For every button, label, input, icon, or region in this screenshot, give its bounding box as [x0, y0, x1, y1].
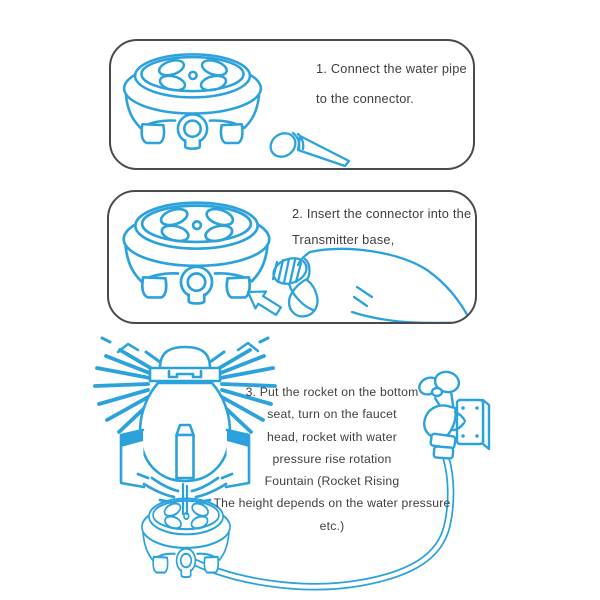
step-1-line-1: 1. Connect the water pipe — [316, 61, 467, 76]
step-3-line-7: etc.) — [319, 518, 345, 533]
wall-plate — [457, 400, 483, 444]
step-3-line-1: 3. Put the rocket on the bottom — [245, 385, 419, 399]
step-3-line-6: The height depends on the water pressure — [213, 496, 451, 511]
step-1-line-2: to the connector. — [316, 91, 415, 106]
step-3-line-2: seat, turn on the faucet — [267, 407, 397, 422]
step-2-line-1: 2. Insert the connector into the — [292, 206, 472, 221]
step-3-line-5: Fountain (Rocket Rising — [264, 474, 400, 489]
step-3-line-4: pressure rise rotation — [272, 451, 392, 466]
step-3-text — [213, 381, 451, 537]
water-stream — [183, 484, 187, 514]
step-2-line-2: Transmitter base, — [292, 232, 395, 247]
step-3-line-3: head, rocket with water — [267, 429, 397, 444]
